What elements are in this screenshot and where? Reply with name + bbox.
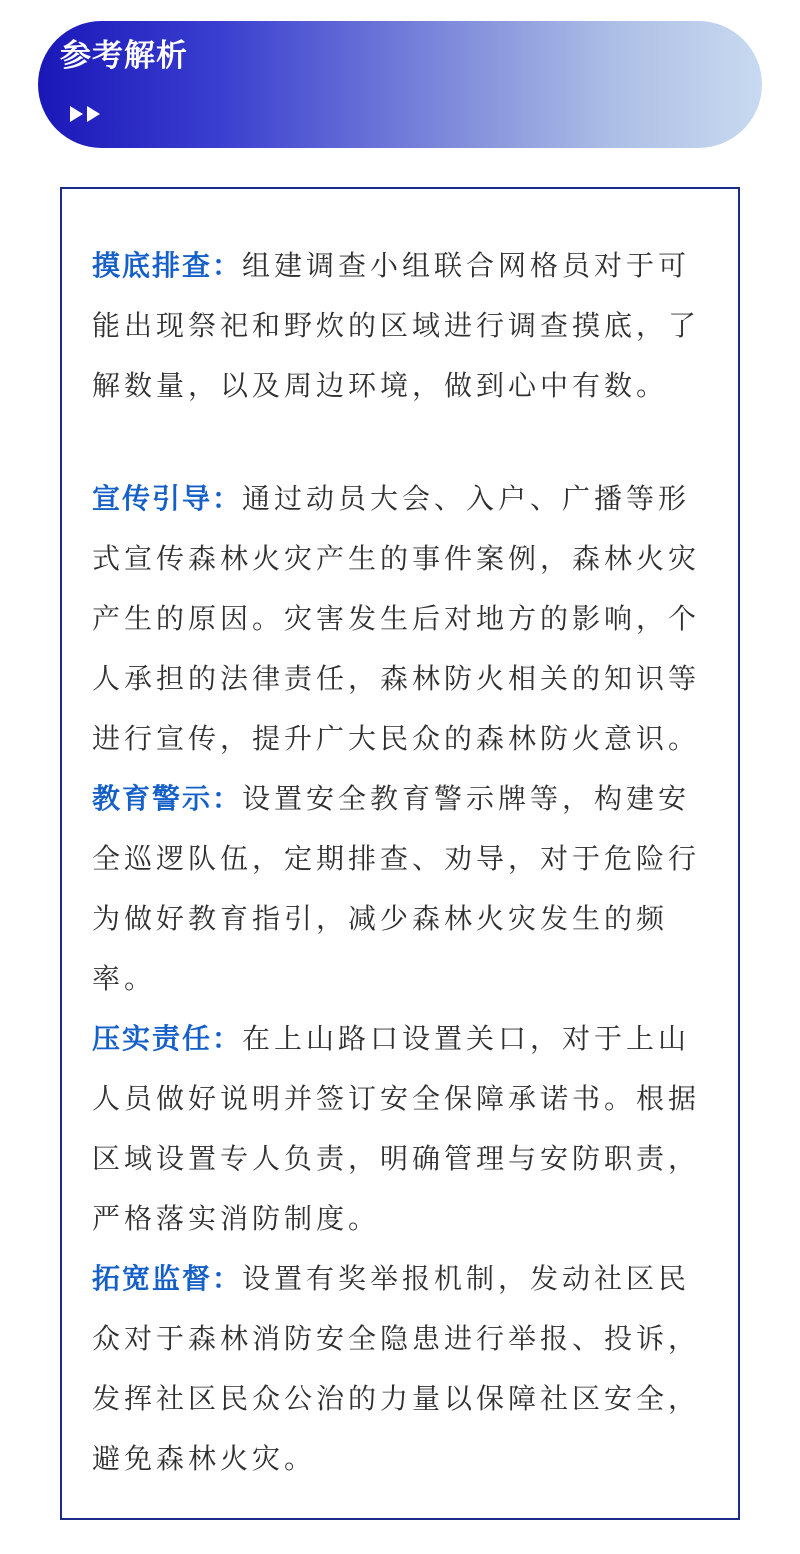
section-text: 通过动员大会、入户、广播等形式宣传森林火灾产生的事件案例，森林火灾产生的原因。灾害发生后对地方的影响，个人承担的法律责任，森林防火相关的知识等进行宣传，提升广大民众的森林防火意识。 (92, 482, 701, 755)
play-icon (70, 106, 83, 122)
header-title: 参考解析 (60, 38, 188, 74)
section-text: 组建调查小组联合网格员对于可能出现祭祀和野炊的区域进行调查摸底，了解数量，以及周边环境，做到心中有数。 (92, 249, 701, 402)
section-paragraph (92, 236, 716, 416)
section-label: 宣传引导： (92, 482, 243, 515)
section-paragraph (92, 469, 716, 769)
play-icons (70, 106, 100, 124)
section-paragraph (92, 769, 716, 1009)
section-text: 在上山路口设置关口，对于上山人员做好说明并签订安全保障承诺书。根据区域设置专人负责，明确管理与安防职责，严格落实消防制度。 (92, 1022, 701, 1235)
section-paragraph (92, 1249, 716, 1489)
section-label: 压实责任： (92, 1022, 243, 1055)
section-label: 拓宽监督： (92, 1262, 243, 1295)
section-label: 摸底排查： (92, 249, 243, 282)
section-text: 设置有奖举报机制，发动社区民众对于森林消防安全隐患进行举报、投诉，发挥社区民众公治的力量以保障社区安全，避免森林火灾。 (92, 1262, 701, 1475)
play-icon (87, 106, 100, 122)
section-text: 设置安全教育警示牌等，构建安全巡逻队伍，定期排查、劝导，对于危险行为做好教育指引，减少森林火灾发生的频率。 (92, 782, 701, 995)
section-paragraph (92, 1009, 716, 1249)
section-label: 教育警示： (92, 782, 243, 815)
